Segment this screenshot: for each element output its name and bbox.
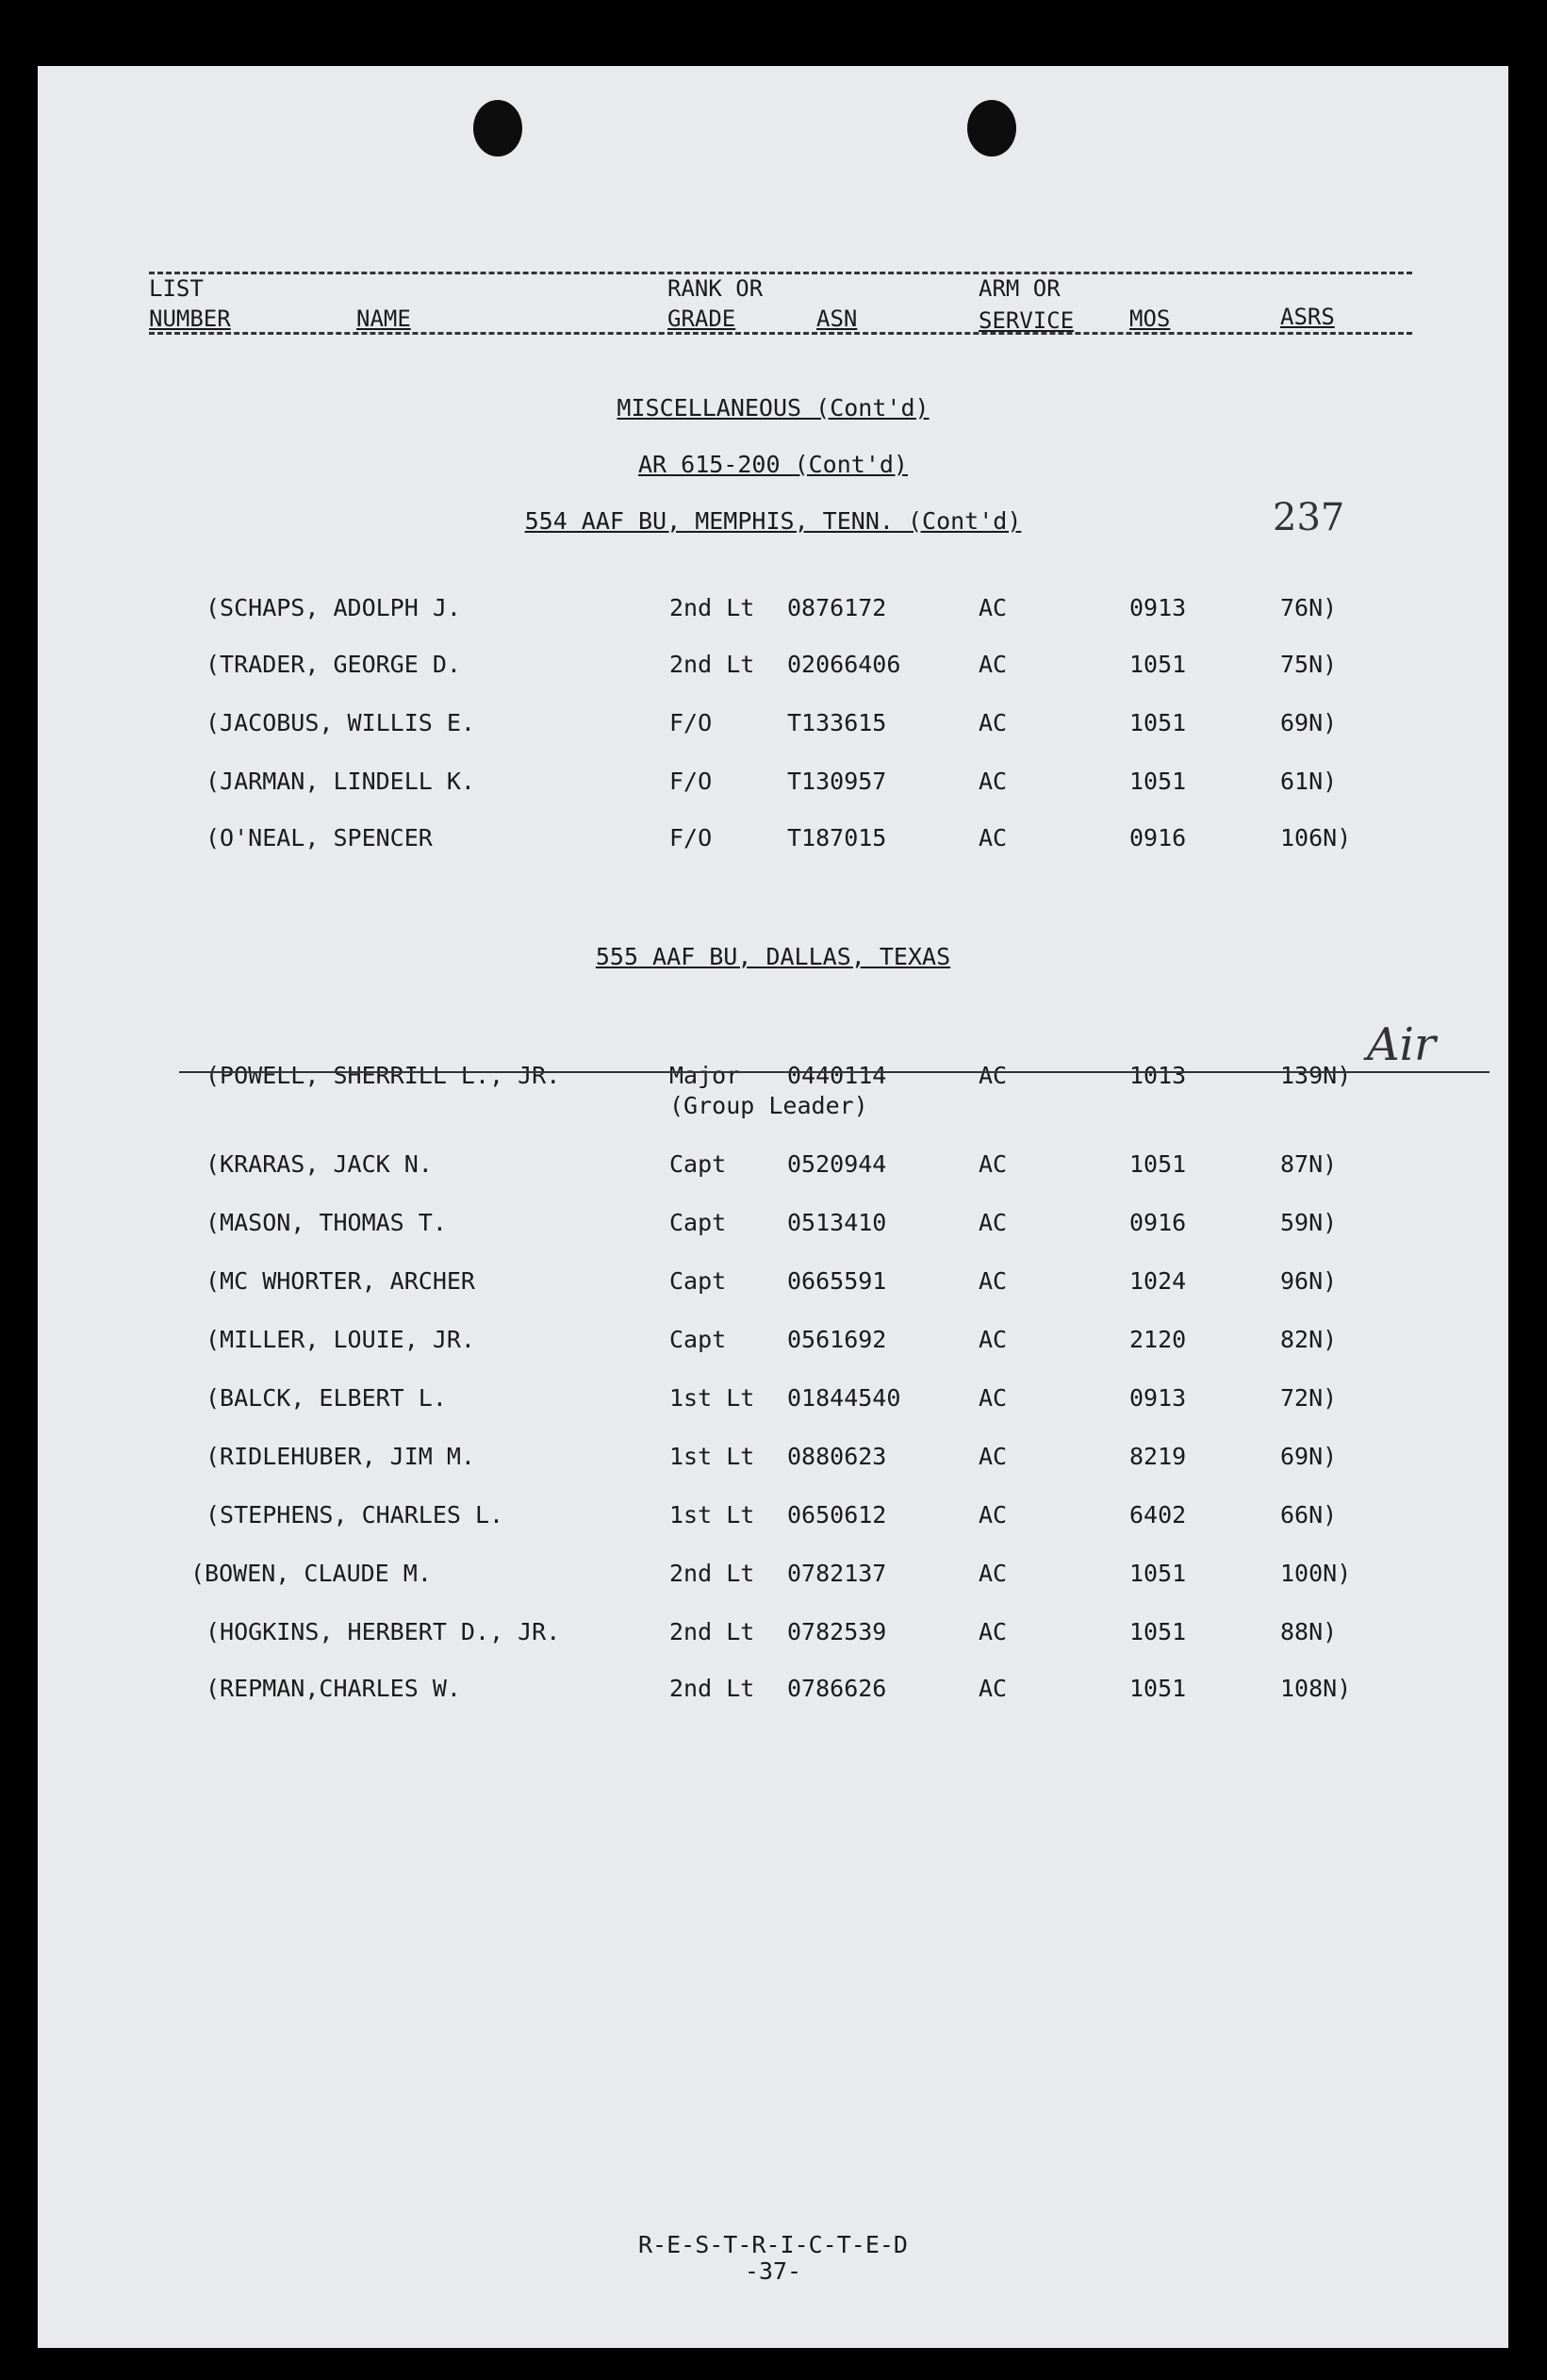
roster-mos: 1051 <box>1129 1150 1187 1178</box>
roster-name: (JARMAN, LINDELL K. <box>206 768 475 795</box>
roster-asn: 0650612 <box>787 1501 887 1529</box>
header-asn: ASN <box>816 306 858 332</box>
roster-rank: 2nd Lt <box>669 651 755 678</box>
roster-asn: 0665591 <box>787 1267 887 1295</box>
roster-asrs: 100N) <box>1280 1560 1352 1587</box>
roster-asrs: 87N) <box>1280 1150 1338 1178</box>
unit-heading-memphis: 554 AAF BU, MEMPHIS, TENN. (Cont'd) <box>524 507 1022 535</box>
roster-name: (STEPHENS, CHARLES L. <box>206 1501 504 1529</box>
header-rank: RANK OR <box>667 275 764 302</box>
roster-row <box>38 1443 1508 1480</box>
strikethrough-line <box>179 1071 1489 1073</box>
roster-mos: 8219 <box>1129 1443 1187 1470</box>
roster-mos: 1051 <box>1129 709 1187 736</box>
roster-asrs: 72N) <box>1280 1384 1338 1412</box>
header-rule-bottom <box>149 332 1412 335</box>
roster-arm: AC <box>979 651 1008 678</box>
roster-asn: 0513410 <box>787 1209 887 1236</box>
roster-asn: T133615 <box>787 709 887 736</box>
handwritten-page-number: 237 <box>1273 496 1345 539</box>
header-grade: GRADE <box>667 306 736 332</box>
roster-asn: 0561692 <box>787 1326 887 1353</box>
roster-asrs: 108N) <box>1280 1675 1352 1702</box>
roster-asn: 0520944 <box>787 1150 887 1178</box>
roster-arm: AC <box>979 1560 1008 1587</box>
header-mos: MOS <box>1129 306 1171 332</box>
roster-mos: 1013 <box>1129 1062 1187 1089</box>
roster-row <box>38 1618 1508 1656</box>
roster-rank: F/O <box>669 709 713 736</box>
roster-name: (TRADER, GEORGE D. <box>206 651 461 678</box>
roster-arm: AC <box>979 1675 1008 1702</box>
roster-mos: 1051 <box>1129 1618 1187 1645</box>
roster-row <box>38 824 1508 862</box>
roster-asn: 0440114 <box>787 1062 887 1089</box>
roster-name: (JACOBUS, WILLIS E. <box>206 709 475 736</box>
roster-asrs: 59N) <box>1280 1209 1338 1236</box>
roster-asrs: 76N) <box>1280 594 1338 621</box>
roster-name: (SCHAPS, ADOLPH J. <box>206 594 461 621</box>
header-name: NAME <box>356 306 411 332</box>
roster-name: (RIDLEHUBER, JIM M. <box>206 1443 475 1470</box>
roster-rank: F/O <box>669 768 713 795</box>
roster-asrs: 69N) <box>1280 1443 1338 1470</box>
roster-arm: AC <box>979 1267 1008 1295</box>
roster-row <box>38 1560 1508 1597</box>
roster-name: (KRARAS, JACK N. <box>206 1150 433 1178</box>
roster-asn: T130957 <box>787 768 887 795</box>
roster-arm: AC <box>979 768 1008 795</box>
roster-asrs: 75N) <box>1280 651 1338 678</box>
roster-name: (MILLER, LOUIE, JR. <box>206 1326 475 1353</box>
roster-rank: 2nd Lt <box>669 1618 755 1645</box>
roster-row <box>38 1675 1508 1712</box>
roster-arm: AC <box>979 1326 1008 1353</box>
roster-row <box>38 1267 1508 1305</box>
roster-mos: 1051 <box>1129 1560 1187 1587</box>
header-arm: ARM OR <box>979 275 1061 302</box>
roster-note: (Group Leader) <box>669 1092 868 1119</box>
roster-rank: 2nd Lt <box>669 1675 755 1702</box>
roster-row <box>38 1062 1508 1119</box>
roster-arm: AC <box>979 1150 1008 1178</box>
header-service: SERVICE <box>979 307 1075 334</box>
roster-mos: 0913 <box>1129 594 1187 621</box>
roster-mos: 1024 <box>1129 1267 1187 1295</box>
roster-mos: 1051 <box>1129 768 1187 795</box>
roster-asn: 0876172 <box>787 594 887 621</box>
header-number: NUMBER <box>149 306 231 332</box>
roster-name: (BALCK, ELBERT L. <box>206 1384 447 1412</box>
roster-asrs: 96N) <box>1280 1267 1338 1295</box>
roster-rank: Capt <box>669 1326 727 1353</box>
roster-row <box>38 594 1508 632</box>
roster-arm: AC <box>979 709 1008 736</box>
roster-mos: 2120 <box>1129 1326 1187 1353</box>
roster-rank: 2nd Lt <box>669 594 755 621</box>
roster-asrs: 69N) <box>1280 709 1338 736</box>
roster-rank: F/O <box>669 824 713 851</box>
roster-row <box>38 1209 1508 1247</box>
roster-arm: AC <box>979 594 1008 621</box>
roster-name: (O'NEAL, SPENCER <box>206 824 433 851</box>
header-asrs: ASRS <box>1280 304 1335 330</box>
classification-footer: R-E-S-T-R-I-C-T-E-D <box>638 2231 908 2258</box>
roster-asn: T187015 <box>787 824 887 851</box>
roster-arm: AC <box>979 1062 1008 1089</box>
roster-name: (MASON, THOMAS T. <box>206 1209 447 1236</box>
roster-row <box>38 651 1508 688</box>
roster-mos: 6402 <box>1129 1501 1187 1529</box>
roster-asrs: 106N) <box>1280 824 1352 851</box>
document-page <box>38 66 1508 2348</box>
roster-row <box>38 1326 1508 1364</box>
roster-arm: AC <box>979 1618 1008 1645</box>
roster-asn: 02066406 <box>787 651 901 678</box>
roster-mos: 1051 <box>1129 651 1187 678</box>
roster-arm: AC <box>979 1384 1008 1412</box>
roster-row <box>38 1501 1508 1539</box>
roster-name: (REPMAN,CHARLES W. <box>206 1675 461 1702</box>
roster-rank: 1st Lt <box>669 1384 755 1412</box>
punch-hole-right <box>967 100 1016 157</box>
roster-asn: 0782137 <box>787 1560 887 1587</box>
punch-hole-left <box>473 100 522 157</box>
category-heading: MISCELLANEOUS (Cont'd) <box>617 394 930 421</box>
header-list: LIST <box>149 275 204 302</box>
roster-rank: 1st Lt <box>669 1443 755 1470</box>
roster-rank: 2nd Lt <box>669 1560 755 1587</box>
roster-row <box>38 1384 1508 1422</box>
roster-asn: 0880623 <box>787 1443 887 1470</box>
roster-mos: 0913 <box>1129 1384 1187 1412</box>
roster-asrs: 66N) <box>1280 1501 1338 1529</box>
header-rule-top <box>149 272 1412 274</box>
roster-asn: 0782539 <box>787 1618 887 1645</box>
roster-name: (HOGKINS, HERBERT D., JR. <box>206 1618 561 1645</box>
unit-heading-dallas: 555 AAF BU, DALLAS, TEXAS <box>595 943 951 970</box>
roster-mos: 0916 <box>1129 1209 1187 1236</box>
roster-rank: Capt <box>669 1150 727 1178</box>
roster-row <box>38 768 1508 805</box>
roster-asrs: 88N) <box>1280 1618 1338 1645</box>
roster-mos: 0916 <box>1129 824 1187 851</box>
roster-rank: Capt <box>669 1209 727 1236</box>
roster-arm: AC <box>979 1501 1008 1529</box>
roster-asrs: 82N) <box>1280 1326 1338 1353</box>
roster-name: (MC WHORTER, ARCHER <box>206 1267 475 1295</box>
roster-asn: 01844540 <box>787 1384 901 1412</box>
roster-rank: Major <box>669 1062 741 1089</box>
roster-name: (POWELL, SHERRILL L., JR. <box>206 1062 561 1089</box>
roster-asrs: 61N) <box>1280 768 1338 795</box>
roster-asn: 0786626 <box>787 1675 887 1702</box>
roster-asrs: 139N) <box>1280 1062 1352 1089</box>
roster-rank: Capt <box>669 1267 727 1295</box>
roster-row <box>38 709 1508 747</box>
roster-arm: AC <box>979 824 1008 851</box>
regulation-heading: AR 615-200 (Cont'd) <box>638 451 908 478</box>
roster-mos: 1051 <box>1129 1675 1187 1702</box>
page-number: -37- <box>744 2257 802 2285</box>
roster-row <box>38 1150 1508 1188</box>
handwritten-note: Air <box>1367 1018 1436 1071</box>
roster-arm: AC <box>979 1209 1008 1236</box>
roster-rank: 1st Lt <box>669 1501 755 1529</box>
roster-name: (BOWEN, CLAUDE M. <box>190 1560 432 1587</box>
roster-arm: AC <box>979 1443 1008 1470</box>
